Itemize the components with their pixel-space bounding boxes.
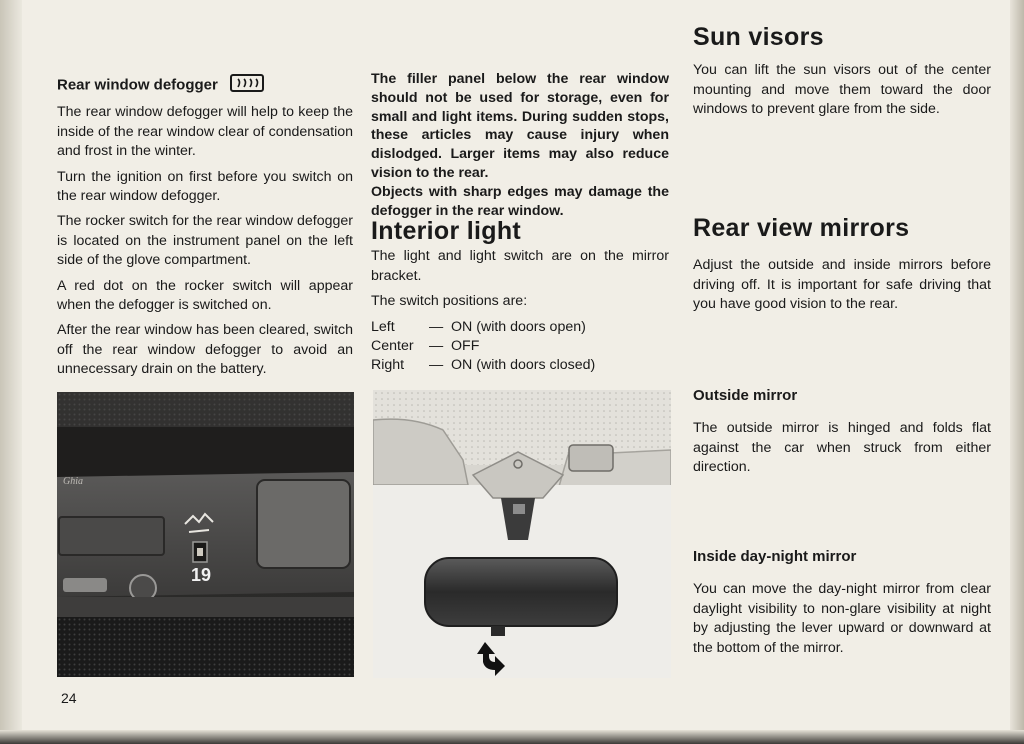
switch-position-row — [371, 337, 669, 356]
switch-title: The switch positions are: — [371, 293, 528, 310]
svg-text:Ghia: Ghia — [63, 476, 83, 487]
interior-light-heading: Interior light — [371, 217, 522, 245]
switch-dash: — — [429, 338, 444, 355]
interior-mirror-photo — [373, 390, 671, 678]
switch-label: Center — [371, 338, 414, 355]
inside-mirror-heading: Inside day-night mirror — [693, 548, 857, 565]
defogger-heading-row — [57, 74, 353, 97]
sun-visors-heading: Sun visors — [693, 23, 824, 51]
switch-position-row — [371, 318, 669, 337]
warning-paragraph: Objects with sharp edges may damage the defogger in the rear window. — [371, 183, 669, 219]
outside-mirror-heading: Outside mirror — [693, 387, 798, 404]
switch-position-list — [371, 318, 669, 376]
instrument-panel-photo — [57, 392, 354, 677]
right-column — [693, 23, 991, 126]
left-column — [57, 74, 353, 386]
outside-mirror-section — [693, 386, 991, 484]
inside-mirror-text: You can move the day-night mirror from clear daylight visibility to non-glare visibility at night by adjusting the lever upward or downward at the bottom of the mirror. — [693, 581, 991, 656]
switch-position-row — [371, 356, 669, 375]
outside-mirror-text: The outside mirror is hinged and folds flat against the car when struck from either direction. — [693, 420, 991, 476]
sun-visors-text: You can lift the sun visors out of the center mounting and move them toward the door windows to prevent glare from the side. — [693, 62, 991, 118]
rear-view-text: Adjust the outside and inside mirrors before driving off. It is important for safe driving that you have good vision to the rear. — [693, 257, 991, 313]
warning-paragraph: The filler panel below the rear window should not be used for storage, even for small and light items. During sudden stops, these articles may cause injury when dislodged. Larger items may also reduce vision to the rear. — [371, 71, 669, 181]
defogger-paragraph: The rear window defogger will help to keep the inside of the rear window clear of condensation and frost in the winter. — [57, 104, 353, 160]
page-edge — [1010, 0, 1024, 744]
switch-value: ON (with doors closed) — [451, 357, 596, 374]
inside-mirror-section — [693, 547, 991, 664]
defogger-paragraph: Turn the ignition on first before you switch on the rear window defogger. — [57, 168, 353, 205]
switch-label: Left — [371, 318, 395, 335]
interior-light-intro: The light and light switch are on the mirror bracket. — [371, 248, 669, 284]
defogger-paragraph: After the rear window has been cleared, switch off the rear window defogger to avoid an unnecessary drain on the battery. — [57, 322, 353, 378]
switch-dash: — — [429, 357, 444, 374]
storage-warning — [371, 70, 669, 220]
defogger-paragraph: A red dot on the rocker switch will appear when the defogger is switched on. — [57, 277, 353, 314]
page-gutter — [0, 0, 22, 744]
rear-view-heading: Rear view mirrors — [693, 214, 910, 242]
defogger-heading: Rear window defogger — [57, 76, 218, 94]
switch-label: Right — [371, 357, 405, 374]
switch-value: ON (with doors open) — [451, 318, 586, 335]
rear-defogger-icon — [230, 74, 264, 97]
interior-light-section — [371, 217, 669, 376]
switch-value: OFF — [451, 338, 480, 355]
defogger-paragraph: The rocker switch for the rear window defogger is located on the instrument panel on the left side of the glove compartment. — [57, 213, 353, 269]
switch-dash: — — [429, 318, 444, 335]
page-number: 24 — [61, 690, 77, 706]
page-bottom-edge — [0, 730, 1024, 744]
photo-label-19: 19 — [191, 565, 212, 585]
rear-view-section — [693, 214, 991, 321]
